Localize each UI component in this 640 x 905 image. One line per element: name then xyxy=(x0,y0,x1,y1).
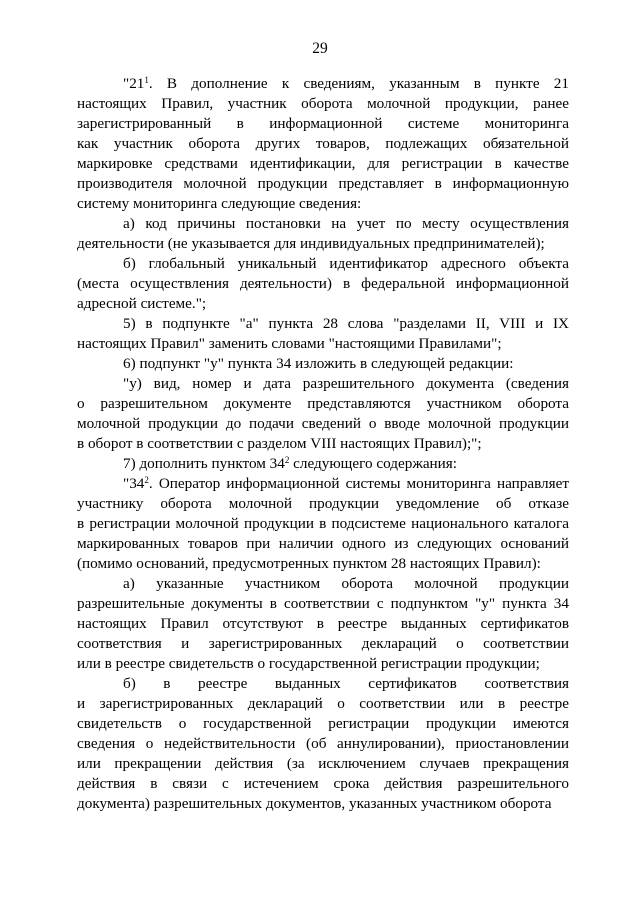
paragraph-9-line-5: или в реестре свидетельств о государственной регистрации продукции; xyxy=(77,655,540,672)
paragraph-8-line-2: участнику оборота молочной продукции уведомление об отказе xyxy=(77,495,569,512)
paragraph-8-line-4: маркированных товаров при наличии одного из следующих оснований xyxy=(77,535,569,552)
paragraph-10-line-6: действия в связи с истечением срока действия разрешительного xyxy=(77,775,569,792)
paragraph-1-line-6: производителя молочной продукции представляет в информационную xyxy=(77,175,569,192)
paragraph-3-line-2: (места осуществления деятельности) в федеральной информационной xyxy=(77,275,569,292)
paragraph-10-line-2: и зарегистрированных деклараций о соответствии или в реестре xyxy=(77,695,569,712)
paragraph-3-line-1: б) глобальный уникальный идентификатор адресного объекта xyxy=(123,255,569,272)
paragraph-6-line-1: "у) вид, номер и дата разрешительного документа (сведения xyxy=(123,375,569,392)
paragraph-1-line-3: зарегистрированный в информационной системе мониторинга xyxy=(77,115,569,132)
paragraph-8-line-3: в регистрации молочной продукции в подсистеме национального каталога xyxy=(77,515,569,532)
paragraph-10-line-3: свидетельств о государственной регистрации продукции имеются xyxy=(77,715,569,732)
paragraph-1-line-1: "$21^1$. В дополнение к сведениям, указанным в пункте 21 xyxy=(123,75,569,92)
paragraph-8-line-1: "$34^2$. Оператор информационной системы мониторинга направляет xyxy=(123,475,569,492)
paragraph-9-line-1: а) указанные участником оборота молочной продукции xyxy=(123,575,569,592)
paragraph-6-line-2: о разрешительном документе представляются участником оборота xyxy=(77,395,569,412)
paragraph-8-line-5: (помимо оснований, предусмотренных пунктом 28 настоящих Правил): xyxy=(77,555,541,572)
paragraph-10-line-5: или прекращении действия (за исключением случаев прекращения xyxy=(77,755,569,772)
paragraph-10-line-1: б) в реестре выданных сертификатов соответствия xyxy=(123,675,569,692)
paragraph-4-line-1: 5) в подпункте "а" пункта 28 слова "разделами II, VIII и IX xyxy=(123,315,569,332)
paragraph-10-line-7: документа) разрешительных документов, указанных участником оборота xyxy=(77,795,552,812)
paragraph-2-line-1: а) код причины постановки на учет по месту осуществления xyxy=(123,215,569,232)
paragraph-5-line-1: 6) подпункт "у" пункта 34 изложить в следующей редакции: xyxy=(123,355,514,372)
paragraph-6-line-4: в оборот в соответствии с разделом VIII настоящих Правил);"; xyxy=(77,435,482,452)
paragraph-9-line-4: соответствия и зарегистрированных деклараций о соответствии xyxy=(77,635,569,652)
paragraph-7-line-1: 7) дополнить пунктом $34^2$ следующего содержания: xyxy=(123,455,458,472)
paragraph-3-line-3: адресной системе."; xyxy=(77,295,207,312)
paragraph-9-line-2: разрешительные документы в соответствии с подпунктом "у" пункта 34 xyxy=(77,595,569,612)
paragraph-9-line-3: настоящих Правил отсутствуют в реестре выданных сертификатов xyxy=(77,615,569,632)
paragraph-1-line-7: систему мониторинга следующие сведения: xyxy=(77,195,362,212)
paragraph-1-line-4: как участник оборота других товаров, подлежащих обязательной xyxy=(77,135,569,152)
paragraph-4-line-2: настоящих Правил" заменить словами "настоящими Правилами"; xyxy=(77,335,502,352)
paragraph-10-line-4: сведения о недействительности (об аннулировании), приостановлении xyxy=(77,735,569,752)
paragraph-1-line-2: настоящих Правил, участник оборота молочной продукции, ранее xyxy=(77,95,569,112)
document-body xyxy=(77,74,569,814)
page-number: 29 xyxy=(312,40,328,57)
paragraph-1-line-5: маркировке средствами идентификации, для регистрации в качестве xyxy=(77,155,569,172)
paragraph-2-line-2: деятельности (не указывается для индивидуальных предпринимателей); xyxy=(77,235,545,252)
paragraph-6-line-3: молочной продукции до подачи сведений о вводе молочной продукции xyxy=(77,415,569,432)
